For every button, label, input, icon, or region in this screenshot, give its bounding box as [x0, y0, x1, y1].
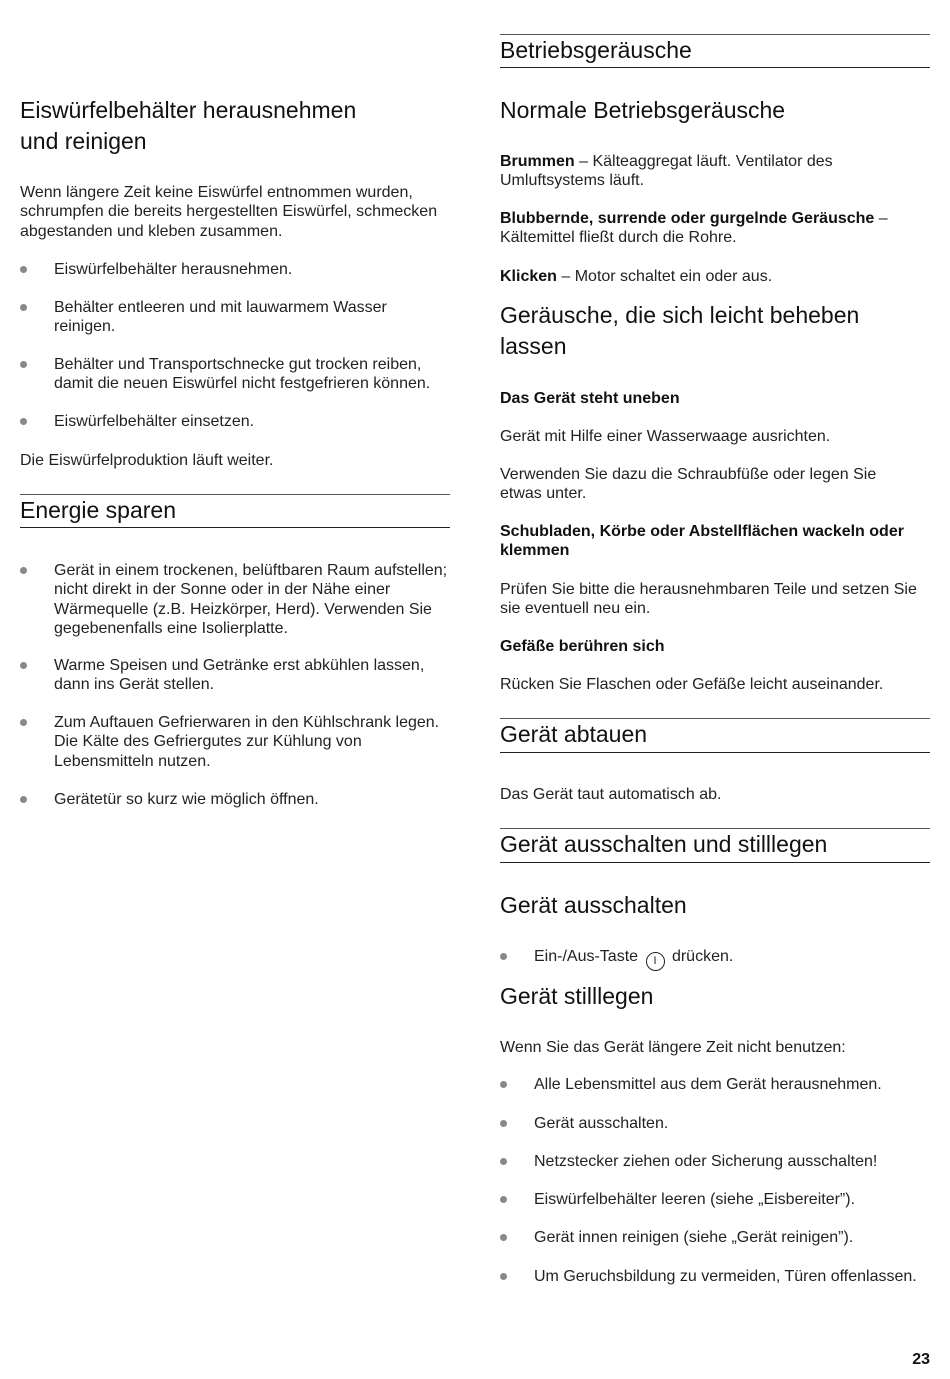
uneven-text-2: Verwenden Sie dazu die Schraubfüße oder legen Sie etwas unter.: [500, 466, 877, 503]
defrost-title: Gerät abtauen: [500, 721, 648, 747]
list-item: Ein-/Aus-Taste I drücken.: [500, 947, 930, 971]
ice-bin-outro: Die Eiswürfelproduktion läuft weiter.: [20, 452, 274, 469]
noise-item-bubbling: Blubbernde, surrende oder gurgelnde Geräusche – Kältemittel fließt durch die Rohre.: [500, 210, 888, 247]
list-item: Zum Auftauen Gefrierwaren in den Kühlschrank legen. Die Kälte des Gefriergutes zur Kühlung von Lebensmitteln nutzen.: [20, 713, 450, 771]
bullet-icon: [20, 418, 27, 425]
store-title: Gerät stilllegen: [500, 983, 654, 1009]
ice-bin-intro: Wenn längere Zeit keine Eiswürfel entnommen wurden, schrumpfen die bereits hergestellten Eiswürfel, schmecken abgestanden und kleben zusammen.: [20, 184, 438, 240]
bullet-icon: [20, 304, 27, 311]
section-rule-bottom: [500, 67, 930, 68]
defrost-text: Das Gerät taut automatisch ab.: [500, 786, 722, 803]
list-item: Behälter entleeren und mit lauwarmem Wasser reinigen.: [20, 298, 450, 337]
noise-item-hum: Brummen – Kälteaggregat läuft. Ventilator des Umluftsystems läuft.: [500, 153, 833, 190]
list-item: Alle Lebensmittel aus dem Gerät herausnehmen.: [500, 1075, 930, 1094]
bullet-icon: [500, 1120, 507, 1127]
bullet-icon: [20, 567, 27, 574]
vessels-heading: Gefäße berühren sich: [500, 638, 665, 655]
bullet-icon: [20, 361, 27, 368]
fixable-noise-title: Geräusche, die sich leicht beheben lassen: [500, 302, 860, 359]
bullet-icon: [500, 1081, 507, 1088]
list-item: Um Geruchsbildung zu vermeiden, Türen offenlassen.: [500, 1267, 930, 1286]
bullet-icon: [20, 662, 27, 669]
uneven-text-1: Gerät mit Hilfe einer Wasserwaage ausrichten.: [500, 428, 831, 445]
drawers-heading: Schubladen, Körbe oder Abstellflächen wackeln oder klemmen: [500, 523, 904, 560]
list-item: Gerät in einem trockenen, belüftbaren Raum aufstellen; nicht direkt in der Sonne oder in der Nähe einer Wärmequelle (z.B. Heizkörper, Herd). Verwenden Sie gegebenenfalls eine Isolierplatte.: [20, 561, 450, 638]
noise-title: Betriebsgeräusche: [500, 37, 692, 63]
section-rule-bottom: [500, 862, 930, 863]
list-item: Eiswürfelbehälter herausnehmen.: [20, 260, 450, 279]
switch-off-title: Gerät ausschalten: [500, 892, 687, 918]
store-intro: Wenn Sie das Gerät längere Zeit nicht benutzen:: [500, 1039, 846, 1056]
shutdown-title: Gerät ausschalten und stilllegen: [500, 831, 828, 857]
bullet-icon: [20, 796, 27, 803]
bullet-icon: [500, 1196, 507, 1203]
list-item: Gerät innen reinigen (siehe „Gerät reinigen”).: [500, 1228, 930, 1247]
noise-item-click: Klicken – Motor schaltet ein oder aus.: [500, 268, 773, 285]
energy-title: Energie sparen: [20, 497, 176, 523]
ice-bin-title: Eiswürfelbehälter herausnehmen und reinigen: [20, 97, 357, 154]
vessels-text: Rücken Sie Flaschen oder Gefäße leicht auseinander.: [500, 676, 884, 693]
list-item: Eiswürfelbehälter einsetzen.: [20, 412, 450, 431]
list-item: Warme Speisen und Getränke erst abkühlen lassen, dann ins Gerät stellen.: [20, 656, 450, 695]
bullet-icon: [20, 719, 27, 726]
bullet-icon: [500, 953, 507, 960]
bullet-icon: [20, 266, 27, 273]
normal-noise-title: Normale Betriebsgeräusche: [500, 97, 786, 123]
uneven-heading: Das Gerät steht uneben: [500, 390, 680, 407]
bullet-icon: [500, 1158, 507, 1165]
drawers-text: Prüfen Sie bitte die herausnehmbaren Teile und setzen Sie sie eventuell neu ein.: [500, 581, 917, 618]
bullet-icon: [500, 1273, 507, 1280]
section-rule-bottom: [500, 752, 930, 753]
section-rule-bottom: [20, 527, 450, 528]
page-number: 23: [912, 1351, 930, 1368]
list-item: Eiswürfelbehälter leeren (siehe „Eisbereiter”).: [500, 1190, 930, 1209]
list-item: Netzstecker ziehen oder Sicherung ausschalten!: [500, 1152, 930, 1171]
power-button-icon: I: [646, 952, 665, 971]
list-item: Gerät ausschalten.: [500, 1114, 930, 1133]
list-item: Gerätetür so kurz wie möglich öffnen.: [20, 790, 450, 809]
bullet-icon: [500, 1234, 507, 1241]
list-item: Behälter und Transportschnecke gut trocken reiben, damit die neuen Eiswürfel nicht festgefrieren können.: [20, 355, 450, 394]
